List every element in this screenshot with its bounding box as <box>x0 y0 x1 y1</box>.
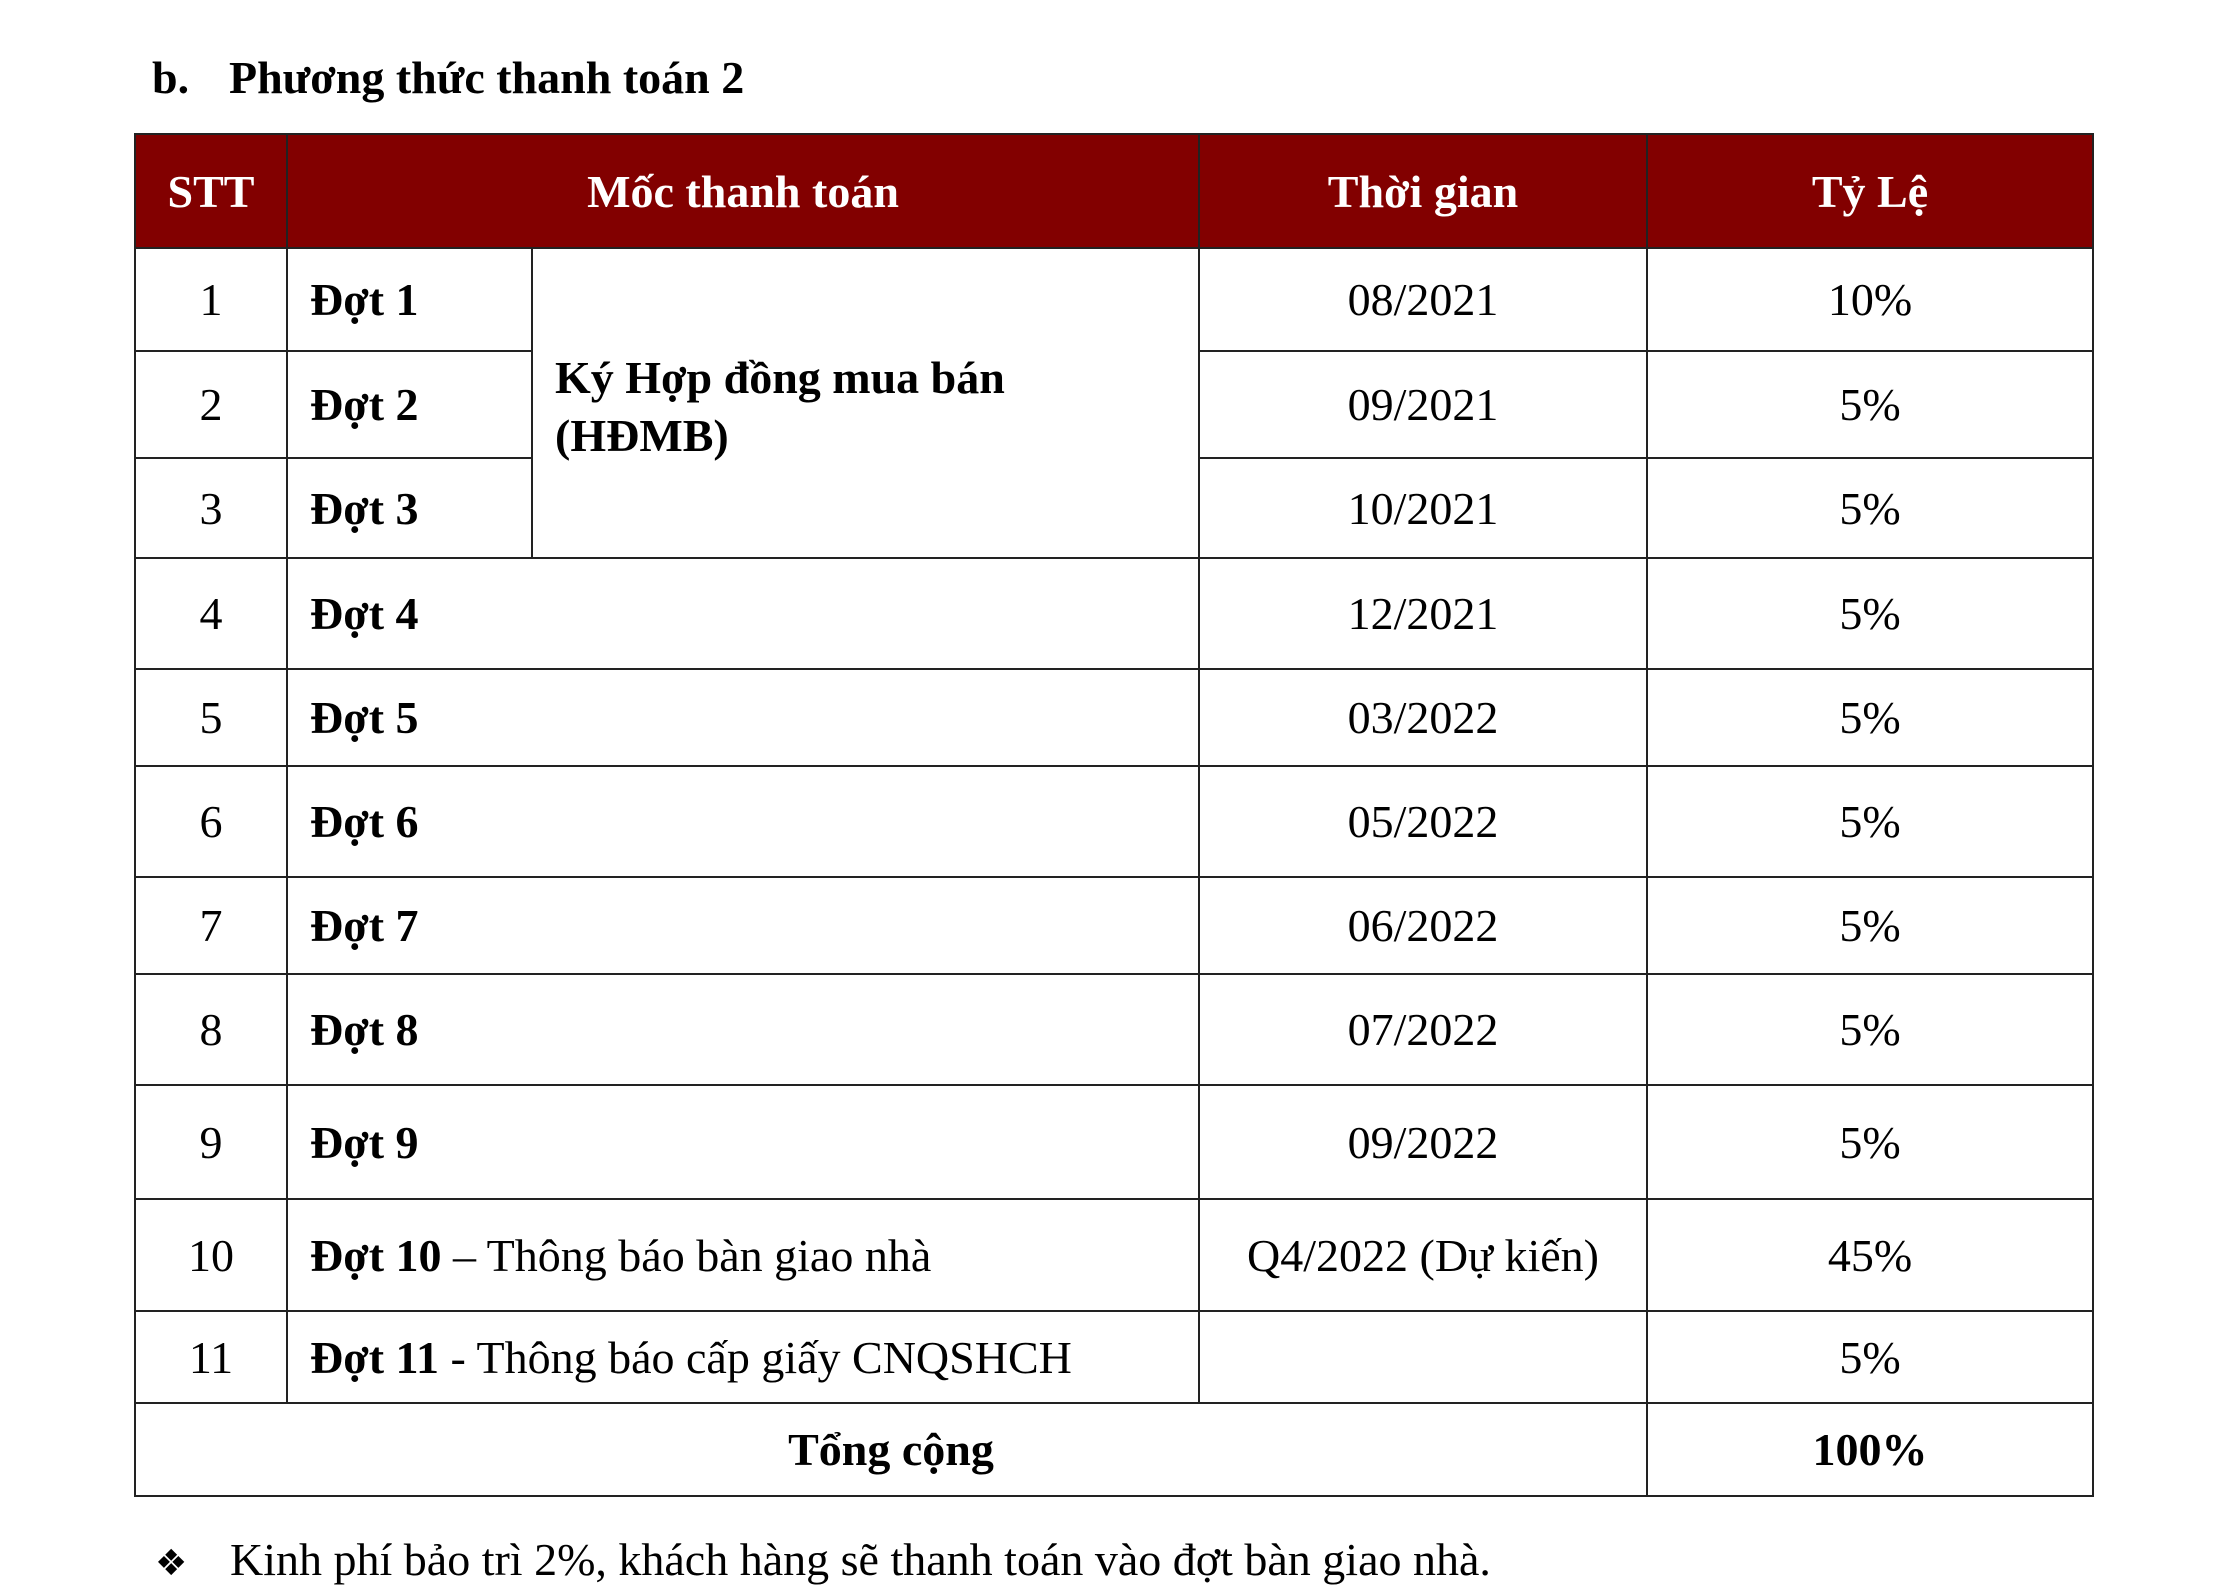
row-name: Đợt 10 <box>310 1229 442 1281</box>
row-name: Đợt 1 <box>287 248 532 351</box>
row-time: 08/2021 <box>1199 248 1647 351</box>
header-milestone: Mốc thanh toán <box>287 134 1199 248</box>
row-ratio: 45% <box>1647 1199 2093 1311</box>
row-time: 10/2021 <box>1199 458 1647 558</box>
row-stt: 7 <box>135 877 287 974</box>
row-name: Đợt 7 <box>287 877 1199 974</box>
table-row <box>135 974 2093 1085</box>
row-stt: 2 <box>135 351 287 458</box>
row-time: 12/2021 <box>1199 558 1647 669</box>
section-heading <box>152 48 744 108</box>
total-label: Tổng cộng <box>135 1403 1647 1496</box>
row-stt: 1 <box>135 248 287 351</box>
row-time: 06/2022 <box>1199 877 1647 974</box>
row-ratio: 5% <box>1647 877 2093 974</box>
row-ratio: 5% <box>1647 766 2093 877</box>
row-time: Q4/2022 (Dự kiến) <box>1199 1199 1647 1311</box>
section-letter: b. <box>152 52 190 103</box>
header-stt: STT <box>135 134 287 248</box>
table-row <box>135 766 2093 877</box>
row-ratio: 5% <box>1647 1085 2093 1199</box>
row-ratio: 5% <box>1647 974 2093 1085</box>
maintenance-note <box>155 1530 1491 1594</box>
row-time: 09/2021 <box>1199 351 1647 458</box>
row-name: Đợt 8 <box>287 974 1199 1085</box>
row-name: Đợt 6 <box>287 766 1199 877</box>
row-ratio: 5% <box>1647 1311 2093 1403</box>
table-row <box>135 1199 2093 1311</box>
table-row <box>135 558 2093 669</box>
row-stt: 9 <box>135 1085 287 1199</box>
row-name: Đợt 11 <box>310 1331 439 1383</box>
row-time: 05/2022 <box>1199 766 1647 877</box>
section-title: Phương thức thanh toán 2 <box>229 52 745 103</box>
row-time: 07/2022 <box>1199 974 1647 1085</box>
row-name: Đợt 2 <box>287 351 532 458</box>
table-header-row <box>135 134 2093 248</box>
row-ratio: 5% <box>1647 558 2093 669</box>
table-row <box>135 669 2093 766</box>
row-ratio: 10% <box>1647 248 2093 351</box>
row-stt: 4 <box>135 558 287 669</box>
row-stt: 6 <box>135 766 287 877</box>
row-desc: - Thông báo cấp giấy CNQSHCH <box>438 1331 1072 1383</box>
row-time: 09/2022 <box>1199 1085 1647 1199</box>
total-row <box>135 1403 2093 1496</box>
row-stt: 5 <box>135 669 287 766</box>
row-stt: 11 <box>135 1311 287 1403</box>
diamond-bullet-icon: ❖ <box>155 1543 188 1584</box>
row-ratio: 5% <box>1647 351 2093 458</box>
table-row <box>135 1085 2093 1199</box>
row-stt: 10 <box>135 1199 287 1311</box>
group-label-contract: Ký Hợp đồng mua bán (HĐMB) <box>532 248 1199 558</box>
row-name: Đợt 4 <box>287 558 1199 669</box>
row-time: 03/2022 <box>1199 669 1647 766</box>
header-time: Thời gian <box>1199 134 1647 248</box>
row-name: Đợt 3 <box>287 458 532 558</box>
row-milestone <box>287 1199 1199 1311</box>
row-stt: 3 <box>135 458 287 558</box>
row-name: Đợt 5 <box>287 669 1199 766</box>
row-name: Đợt 9 <box>287 1085 1199 1199</box>
table-row <box>135 248 2093 351</box>
total-value: 100% <box>1647 1403 2093 1496</box>
row-ratio: 5% <box>1647 669 2093 766</box>
row-time <box>1199 1311 1647 1403</box>
note-text: Kinh phí bảo trì 2%, khách hàng sẽ thanh toán vào đợt bàn giao nhà. <box>230 1534 1491 1585</box>
table-row <box>135 1311 2093 1403</box>
header-ratio: Tỷ Lệ <box>1647 134 2093 248</box>
row-milestone <box>287 1311 1199 1403</box>
row-desc: – Thông báo bàn giao nhà <box>441 1229 932 1281</box>
payment-schedule-table <box>134 133 2094 1497</box>
row-ratio: 5% <box>1647 458 2093 558</box>
table-row <box>135 877 2093 974</box>
row-stt: 8 <box>135 974 287 1085</box>
